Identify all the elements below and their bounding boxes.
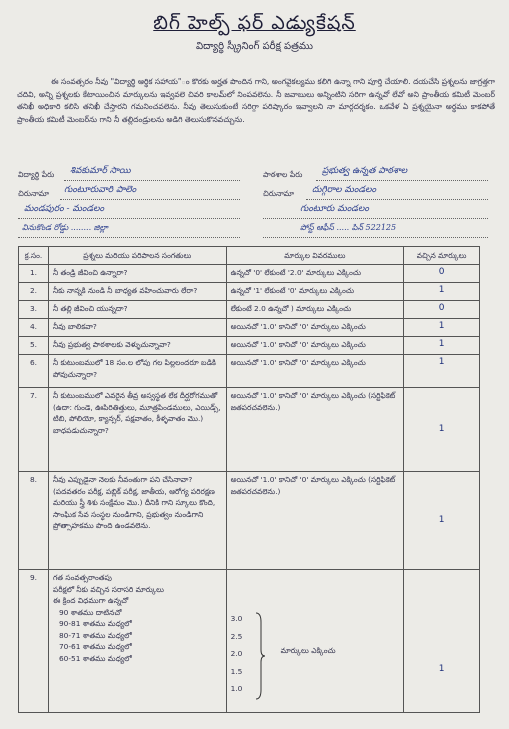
header-question: ప్రశ్నలు మరియు పరిపాలన సంగతులు <box>48 247 226 265</box>
scale-value: 2.5 <box>230 631 243 641</box>
address-line <box>60 199 240 200</box>
row-sno: 7. <box>19 388 49 472</box>
row-question: నీ కుటుంబములో ఎవరైన తీవ్ర అస్వస్థత లేక దీర్ఘరోగముతో (ఉదా: గుండె, ఊపిరితిత్తులు, మూత్రపిండములు, ఎయిడ్స్, టిబి, పోలియో, క్యాన్సర్, పక్షవాతం, కీళ్ళవాతం మొ.) బాధపడుచున్నారా? <box>48 388 226 472</box>
school-name-line <box>316 180 488 181</box>
school-address-label: చిరునామా <box>263 189 295 198</box>
row-question: నీవు ఎప్పుడైనా నెలకు నీవంతుగా పని చేసినావా? (పదవతరం పరీక్ష, పబ్లిక్ పరీక్ష, జాతీయ, ఆరోగ్య పరిరక్షణ మరియు స్త్రీ శిశు సంక్షేమం మొ.) దీనికి గాని స్కూలు కొంది, సాంఘిక సేవ సంస్థల నుండిగాని, ప్రభుత్వం నుండిగాని ప్రోత్సాహకము పొంది ఉండవలెను. <box>48 472 226 570</box>
school-mandal-value[interactable]: గుంటూరు మండలం <box>300 204 369 214</box>
scale-value: 1.5 <box>230 666 243 676</box>
row-sno: 6. <box>19 355 49 388</box>
row-question: నీవు ప్రభుత్వ పాఠశాలకు వెళ్ళుచున్నావా? <box>48 337 226 355</box>
row9-question <box>48 570 226 713</box>
form-title: బిగ్ హెల్ప్ ఫర్ ఎడ్యుకేషన్ <box>153 12 356 34</box>
table-row <box>19 472 480 570</box>
row-detail: అయినచో '1.0' కానిచో '0' మార్కులు ఎక్కించు <box>226 319 404 337</box>
school-address-value[interactable]: దుగ్గిరాల మండలం <box>312 185 377 195</box>
school-mandal-line <box>263 218 488 219</box>
header-marks-detail: మార్కుల వివరములు <box>226 247 404 265</box>
row-detail: అయినచో '1.0' కానిచో '0' మార్కులు ఎక్కించు <box>226 355 404 388</box>
table-row <box>19 337 480 355</box>
scale-value: 3.0 <box>230 614 243 623</box>
header-marks: వచ్చిన మార్కులు <box>404 247 480 265</box>
form-subtitle: విద్యార్థి స్క్రీనింగ్ పరీక్ష పత్రము <box>196 41 313 52</box>
mandal-value[interactable]: మండపురం - మండలం <box>24 204 105 214</box>
school-name-value[interactable]: ప్రభుత్వ ఉన్నత పాఠశాల <box>322 166 408 176</box>
row-sno: 9. <box>19 570 49 713</box>
header-sno: క్ర.సం. <box>19 247 49 265</box>
scale-value: 2.0 <box>230 649 243 658</box>
row-detail: అయినచో '1.0' కానిచో '0' మార్కులు ఎక్కించు <box>226 337 404 355</box>
pincode-line <box>263 237 488 238</box>
scale-value: 1.0 <box>230 684 243 693</box>
row-question: నీ కుటుంబములో 18 సం.ల లోపు గల పిల్లలందరూ బడికి పోవుచున్నారా? <box>48 355 226 388</box>
row-detail: ఉన్నచో '0' లేకుంటే '2.0' మార్కులు ఎక్కించు <box>226 265 404 283</box>
row-mark[interactable]: 0 <box>404 301 480 319</box>
address-value[interactable]: గుంటూరువారి పాలెం <box>64 185 137 195</box>
row9-scale-text: మార్కులు ఎక్కించు <box>280 646 336 655</box>
row-detail: ఉన్నచో '1' లేకుంటే '0' మార్కులు ఎక్కించు <box>226 283 404 301</box>
row-mark[interactable]: 1 <box>404 319 480 337</box>
table-row <box>19 265 480 283</box>
village-value[interactable]: వినుకొండ రోడ్డు ........ జిల్లా <box>22 223 108 232</box>
row-question: నీ తల్లి జీవించి యున్నదా? <box>48 301 226 319</box>
table-header-row <box>19 247 480 265</box>
row-sno: 1. <box>19 265 49 283</box>
row-question: నీకు నాన్నకి నుండి నీ బాధ్యత వహించువారు లేరా? <box>48 283 226 301</box>
mandal-line <box>18 218 240 219</box>
row-mark[interactable]: 1 <box>404 472 480 570</box>
row9-band: 70-61 శాతము మధ్యలో <box>58 642 132 651</box>
row-question: నీవు బాలికవా? <box>48 319 226 337</box>
row-mark[interactable]: 1 <box>404 283 480 301</box>
row-detail: లేకుంటే 2.0 ఉన్నచో ) మార్కులు ఎక్కించు <box>226 301 404 319</box>
address-label: చిరునామా <box>18 189 50 198</box>
row-sno: 3. <box>19 301 49 319</box>
row9-intro-line: పరీక్షలో నీకు వచ్చిన సరాసరి మార్కులు <box>52 584 164 594</box>
row9-band: 90 శాతము దాటినచో <box>58 607 122 617</box>
row9-detail <box>226 570 404 713</box>
row9-band: 80-71 శాతము మధ్యలో <box>58 630 132 640</box>
row-sno: 4. <box>19 319 49 337</box>
table-row <box>19 355 480 388</box>
school-name-label: పాఠశాల పేరు <box>263 170 303 179</box>
curly-brace-icon <box>255 612 265 700</box>
pincode-value[interactable]: పోస్ట్ ఆఫీస్ ..... పిన్ 522125 <box>300 223 397 232</box>
row-detail: అయినచో '1.0' కానిచో '0' మార్కులు ఎక్కించు (సర్టిఫికెట్ జతపరచవలెను.) <box>226 388 404 472</box>
row-detail: అయినచో '1.0' కానిచో '0' మార్కులు ఎక్కించు (సర్టిఫికెట్ జతపరచవలెను.) <box>226 472 404 570</box>
row9-scale <box>231 572 400 710</box>
row-mark[interactable]: 1 <box>404 355 480 388</box>
row-question: నీ తండ్రి జీవించి ఉన్నారా? <box>48 265 226 283</box>
row-mark[interactable]: 1 <box>404 570 480 713</box>
row9-band: 60-51 శాతము మధ్యలో <box>58 653 132 663</box>
table-row <box>19 319 480 337</box>
table-row <box>19 301 480 319</box>
row-sno: 5. <box>19 337 49 355</box>
school-address-line <box>306 199 488 200</box>
student-name-value[interactable]: శివకుమార్ సాయి <box>70 166 131 176</box>
row-mark[interactable]: 1 <box>404 388 480 472</box>
village-line <box>18 237 240 238</box>
row-mark[interactable]: 1 <box>404 337 480 355</box>
table-row <box>19 388 480 472</box>
row-mark[interactable]: 0 <box>404 265 480 283</box>
row-sno: 8. <box>19 472 49 570</box>
row9-intro-line: గత సంవత్సరాంతపు <box>52 573 112 582</box>
row9-intro-line: ఈ క్రింద విధముగా ఉన్నచో <box>52 596 129 605</box>
student-name-label: విద్యార్థి పేరు <box>18 170 55 179</box>
row9-band: 90-81 శాతము మధ్యలో <box>58 619 132 628</box>
table-row <box>19 570 480 713</box>
row9-scale-values <box>231 610 243 698</box>
table-row <box>19 283 480 301</box>
row-sno: 2. <box>19 283 49 301</box>
instructions-paragraph: ఈ సంవత్సరం నీవు "విద్యార్థి ఆర్థిక సహాయ"ం కొరకు అర్హత పొందిన గాని, అంగవైకల్యము కలిగి ఉన్నా గాని పూర్తి చేయాలి. దయచేసి ప్రశ్నలను జాగ్రత్తగా చదివి, అన్ని ప్రశ్నలకు కేటాయించిన మార్కులను ఇవ్వవలె చివరి కాలమ్‌లో నింపవలెను. నీ జవాబులు అన్నింటిని సరిగా ఉన్నవో లేవో అని ప్రాంతీయ కమిటీ మెంబర్ తనిఖీ అధికారి కలిసి తనిఖీ చేస్తారని గమనించవలెను. నీవు తెలుసుకుంటే సరిగ్గా పరిష్కారం ఇవ్వాలని నా మార్గదర్శకం. ఒకవేళ ఏ ప్రశ్నయైనా అర్థము కాకపోతే ప్రాంతీయ కమిటీ మెంబర్‌ను గాని నీ తల్లిదండ్రులను అడిగి తెలుసుకొనవచ్చును. <box>17 77 495 124</box>
scoring-table <box>18 246 480 713</box>
student-name-line <box>64 180 240 181</box>
